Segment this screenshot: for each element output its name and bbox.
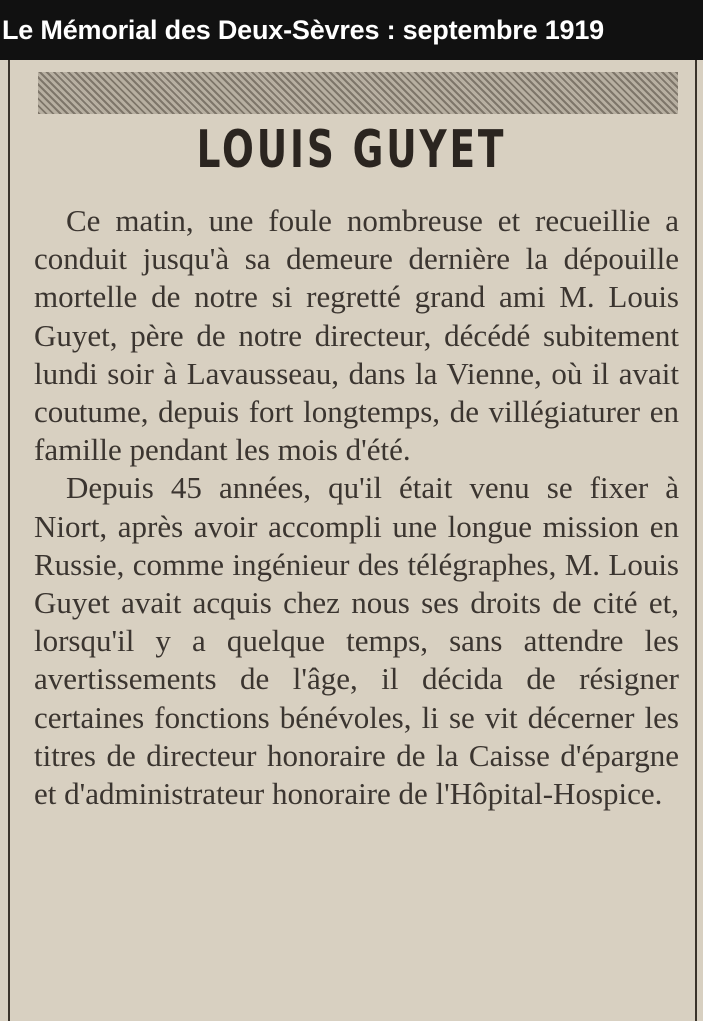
column-rule-left xyxy=(8,60,10,1021)
page-header-title: Le Mémorial des Deux-Sèvres : septembre 1919 xyxy=(0,0,703,60)
article-title: LOUIS GUYET xyxy=(196,120,507,180)
column-rule-right xyxy=(695,60,697,1021)
article-body xyxy=(34,202,679,813)
article-paragraph-2: Depuis 45 années, qu'il était venu se fixer à Niort, après avoir accompli une longue mission en Russie, comme ingénieur des télégraphes, M. Louis Guyet avait acquis chez nous ses droits de cité et, lorsqu'il y a quelque temps, sans attendre les avertissements de l'âge, il décida de résigner certaines fonctions bénévoles, li se vit décerner les titres de directeur honoraire de la Caisse d'épargne et d'administrateur honoraire de l'Hôpital-Hospice. xyxy=(34,470,679,812)
article-paragraph-1: Ce matin, une foule nombreuse et recueillie a conduit jusqu'à sa demeure dernière la dépouille mortelle de notre si regretté grand ami M. Louis Guyet, père de notre directeur, décédé subitement lundi soir à Lavausseau, dans la Vienne, où il avait coutume, depuis fort longtemps, de villégiaturer en famille pendant les mois d'été. xyxy=(34,203,679,468)
decorative-ornament-band xyxy=(38,72,678,114)
newspaper-clipping xyxy=(0,60,703,1021)
